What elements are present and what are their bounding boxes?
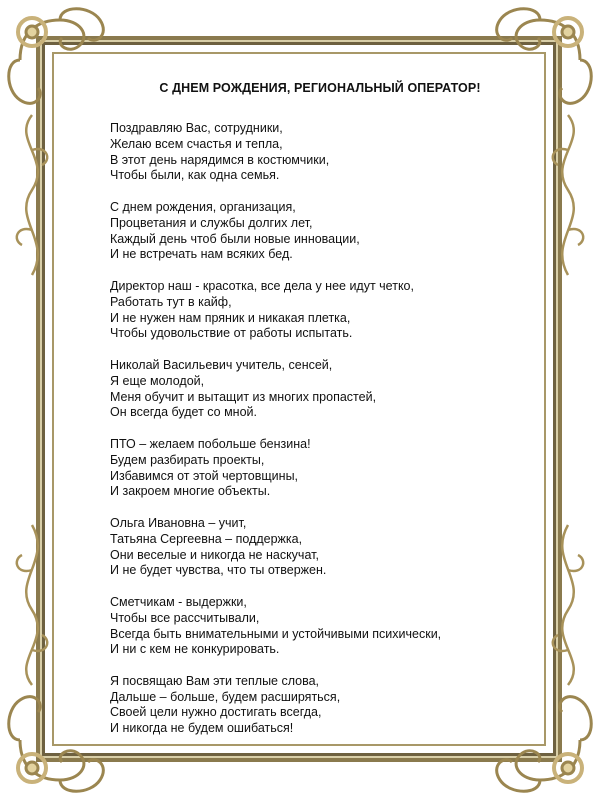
poem-line: Избавимся от этой чертовщины, — [110, 468, 299, 483]
page-title: С ДНЕМ РОЖДЕНИЯ, РЕГИОНАЛЬНЫЙ ОПЕРАТОР! — [159, 81, 481, 95]
corner-ornament-icon — [480, 0, 600, 120]
poem-line: Ольга Ивановна – учит, — [110, 515, 247, 530]
poem-line: Они веселые и никогда не наскучат, — [110, 547, 319, 562]
poem-line: Я посвящаю Вам эти теплые слова, — [110, 673, 320, 688]
corner-ornament-icon — [480, 680, 600, 800]
poem-line: И ни с кем не конкурировать. — [110, 642, 280, 657]
poem-line: Меня обучит и вытащит из многих пропастей, — [110, 389, 377, 404]
poem-line: В этот день нарядимся в костюмчики, — [110, 152, 330, 167]
poem-line: Сметчикам - выдержки, — [110, 594, 247, 609]
stanza — [110, 595, 490, 658]
side-scroll-ornament-icon — [538, 520, 598, 690]
poem-line: Желаю всем счастья и тепла, — [110, 136, 283, 151]
poem-line: И не будет чувства, что ты отвержен. — [110, 563, 327, 578]
poem-line: Всегда быть внимательными и устойчивыми психически, — [110, 626, 442, 641]
poem-line: Своей цели нужно достигать всегда, — [110, 705, 322, 720]
poem-line: И закроем многие объекты. — [110, 484, 271, 499]
stanza — [110, 200, 490, 263]
stanza — [110, 516, 490, 579]
stanza — [110, 358, 490, 421]
poem-body — [110, 121, 490, 753]
poem-line: Поздравляю Вас, сотрудники, — [110, 121, 283, 135]
poem-line: И никогда не будем ошибаться! — [110, 721, 294, 736]
poem-line: Чтобы все рассчитывали, — [110, 610, 260, 625]
poem-line: Татьяна Сергеевна – поддержка, — [110, 531, 303, 546]
poem-line: И не встречать нам всяких бед. — [110, 247, 293, 262]
poem-line: Процветания и службы долгих лет, — [110, 215, 313, 230]
poem-line: Чтобы были, как одна семья. — [110, 168, 280, 183]
side-scroll-ornament-icon — [2, 110, 62, 280]
side-scroll-ornament-icon — [538, 110, 598, 280]
poem-line: Дальше – больше, будем расширяться, — [110, 689, 341, 704]
poem-line: Директор наш - красотка, все дела у нее идут четко, — [110, 278, 414, 293]
corner-ornament-icon — [0, 0, 120, 120]
poem-line: ПТО – желаем побольше бензина! — [110, 436, 311, 451]
poem-line: С днем рождения, организация, — [110, 199, 296, 214]
poem-line: Будем разбирать проекты, — [110, 452, 265, 467]
side-scroll-ornament-icon — [2, 520, 62, 690]
poem-line: Каждый день чтоб были новые инновации, — [110, 231, 360, 246]
poem-line: И не нужен нам пряник и никакая плетка, — [110, 310, 351, 325]
poem-line: Он всегда будет со мной. — [110, 405, 257, 420]
poem-line: Я еще молодой, — [110, 373, 205, 388]
stanza — [110, 674, 490, 737]
poem-line: Чтобы удовольствие от работы испытать. — [110, 326, 353, 341]
corner-ornament-icon — [0, 680, 120, 800]
poem-line: Николай Васильевич учитель, сенсей, — [110, 357, 333, 372]
stanza — [110, 279, 490, 342]
poem-line: Работать тут в кайф, — [110, 294, 232, 309]
stanza — [110, 121, 490, 184]
stanza — [110, 437, 490, 500]
